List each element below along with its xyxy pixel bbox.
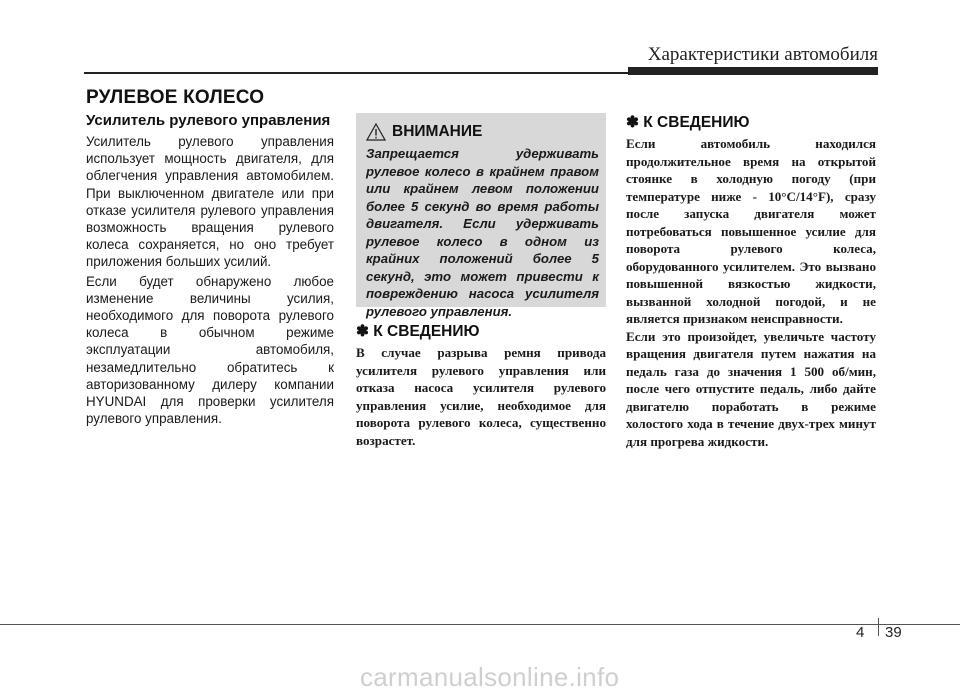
warning-title: ВНИМАНИЕ <box>392 123 483 140</box>
info-note-text: В случае разрыва ремня привода усилителя рулевого управления или отказа насоса усилителя рулевого управления усилие, необходимое для поворота рулевого колеса, существенно возрастет. <box>356 345 606 448</box>
warning-text: Запрещается удерживать рулевое колесо в крайнем правом или крайнем левом положении более 5 секунд во время работы двигателя. Если удерживать рулевое колесо в одном из крайних положений более 5 секунд, это может привести к повреждению насоса усилителя рулевого управления. <box>366 146 599 319</box>
section-title: РУЛЕВОЕ КОЛЕСО <box>86 87 265 108</box>
chapter-number: 4 <box>856 624 865 641</box>
info-note-belt <box>356 322 606 449</box>
power-steering-section <box>86 113 334 429</box>
paragraph: Усилитель рулевого управления использует мощность двигателя, для облегчения управления автомобилем. При выключенном двигателе или при отказе усилителя рулевого управления возможность вращения рулевого колеса сохраняется, но оно требует приложения больших усилий. <box>86 134 334 270</box>
page-number: 39 <box>885 624 902 641</box>
info-note-cold-weather <box>626 113 876 450</box>
header-rule-thick <box>628 67 878 75</box>
warning-box <box>356 113 606 319</box>
header-rule-thin <box>84 72 629 74</box>
running-header-title: Характеристики автомобиля <box>647 44 878 65</box>
footer-rule <box>0 624 960 625</box>
info-note-title: ✽ К СВЕДЕНИЮ <box>356 323 480 340</box>
paragraph: Если будет обнаружено любое изменение величины усилия, необходимого для поворота рулевого колеса в обычном режиме эксплуатации автомобиля, незамедлительно обратитесь к авторизованному дилеру компании HYUNDAI для проверки усилителя рулевого управления. <box>86 273 334 427</box>
watermark: carmanualsonline.info <box>360 662 620 692</box>
info-note-title: ✽ К СВЕДЕНИЮ <box>626 114 750 131</box>
info-note-text: Если автомобиль находился продолжительное время на открытой стоянке в холодную погоду (при температуре ниже - 10°C/14°F), сразу после запуска двигателя может потребоваться повышенное усилие для поворота рулевого колеса, оборудованного усилителем. Это вызвано повышенной вязкостью жидкости, вызванной холодной погодой, и не является признаком неисправности. <box>626 136 876 326</box>
subsection-heading: Усилитель рулевого управления <box>86 112 331 129</box>
warning-triangle-icon <box>366 123 386 141</box>
info-note-text: Если это произойдет, увеличьте частоту вращения двигателя путем нажатия на педаль газа до значения 1 500 об/мин, после чего отпустите педаль, либо дайте двигателю поработать в режиме холостого хода в течение двух-трех минут для прогрева жидкости. <box>626 328 876 449</box>
warning-header <box>366 123 599 141</box>
footer-divider <box>878 618 879 636</box>
